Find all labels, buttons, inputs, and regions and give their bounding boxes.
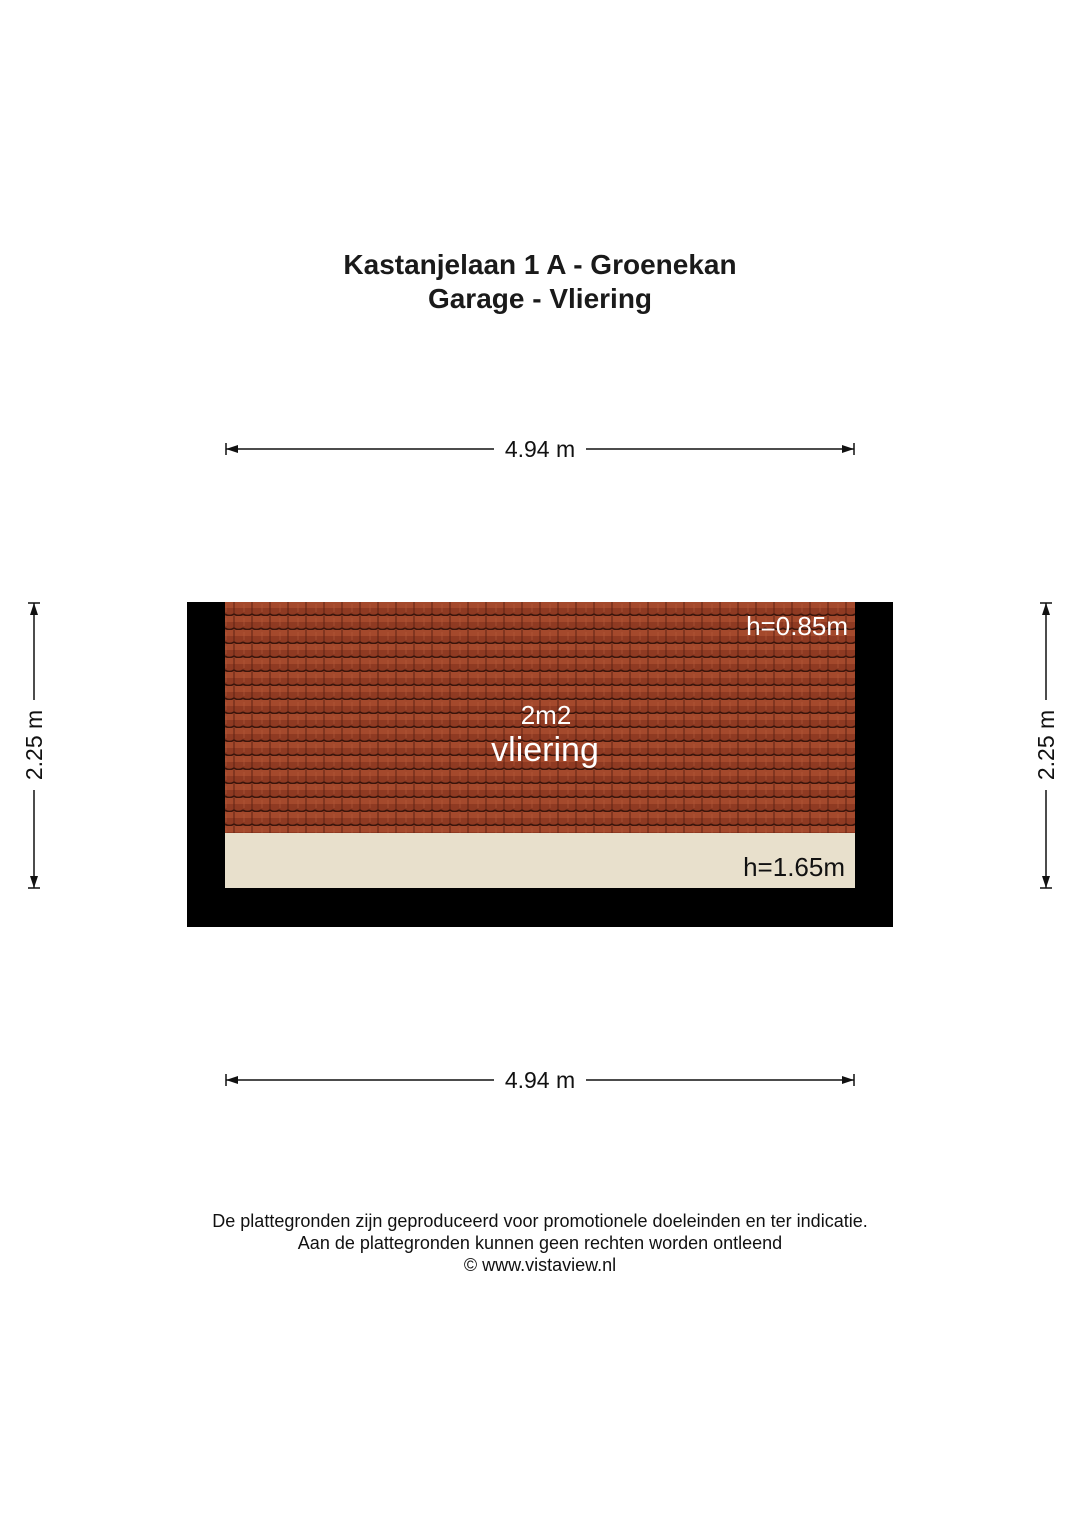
dimension-bottom	[226, 1067, 854, 1093]
dimension-bottom-label: 4.94 m	[504, 1067, 576, 1093]
dimension-left	[21, 603, 47, 888]
dimension-right-label: 2.25 m	[1033, 709, 1059, 781]
height-label-high: h=1.65m	[743, 852, 845, 882]
copyright-line: © www.vistaview.nl	[463, 1255, 617, 1275]
room-name-label: vliering	[491, 731, 599, 769]
dimension-top-label: 4.94 m	[504, 436, 576, 462]
dimension-left-label: 2.25 m	[21, 709, 47, 781]
room-area-label: 2m2	[520, 700, 572, 730]
height-label-low: h=0.85m	[746, 611, 848, 641]
plan-title-address: Kastanjelaan 1 A - Groenekan	[343, 249, 737, 280]
plan-title-floor: Garage - Vliering	[427, 283, 653, 314]
dimension-top	[226, 436, 854, 462]
dimension-right	[1033, 603, 1059, 888]
disclaimer-line-1: De plattegronden zijn geproduceerd voor promotionele doeleinden en ter indicatie.	[212, 1211, 868, 1231]
disclaimer-line-2: Aan de plattegronden kunnen geen rechten worden ontleend	[297, 1233, 783, 1253]
